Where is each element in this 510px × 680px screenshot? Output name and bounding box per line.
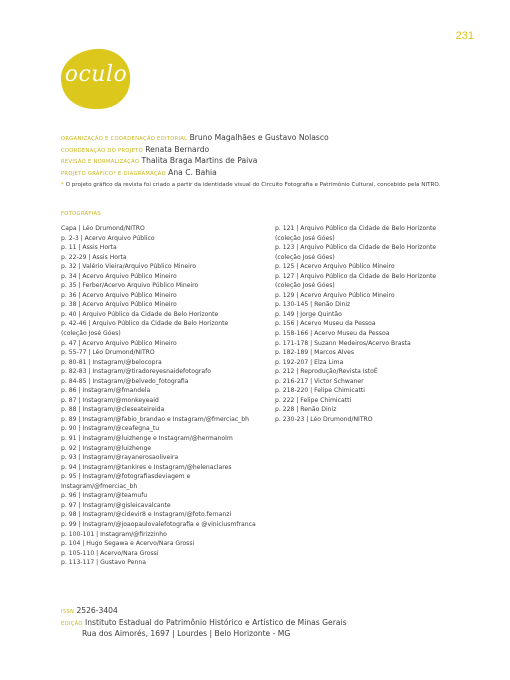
photo-credit-line: p. 11 | Assis Horta	[61, 244, 117, 252]
photo-credit-line: (coleção José Góes)	[61, 330, 121, 338]
photo-credit-line: p. 129 | Acervo Arquivo Público Mineiro	[275, 291, 395, 299]
photo-credit-line: p. 2-3 | Acervo Arquivo Público	[61, 234, 155, 242]
photo-credit-line: p. 42-46 | Arquivo Público da Cidade de Belo Horizonte	[61, 320, 229, 328]
credit-value: Bruno Magalhães e Gustavo Nolasco	[189, 133, 329, 142]
photo-credit-line: p. 171-178 | Suzann Medeiros/Acervo Brasta	[275, 339, 411, 347]
publication-footer	[61, 606, 481, 640]
photo-credit-line: p. 89 | Instagram/@fabio_brandao e Instagram/@fmerciac_bh	[61, 415, 249, 423]
photo-credit-line: p. 222 | Felipe Chimicatti	[275, 396, 352, 404]
credit-line	[61, 145, 491, 157]
photo-credit-line: p. 47 | Acervo Arquivo Público Mineiro	[61, 339, 177, 347]
photo-credit-line: (coleção José Góes)	[275, 253, 335, 261]
photo-credit-line: (coleção José Góes)	[275, 282, 335, 290]
photo-credit-line: p. 22-29 | Assis Horta	[61, 253, 127, 261]
photo-credit-line: p. 88 | Instagram/@cleseateireida	[61, 406, 165, 414]
photo-credit-line: p. 96 | Instagram/@teamufu	[61, 492, 148, 500]
photo-credit-line: p. 105-110 | Acervo/Nara Grossi	[61, 549, 159, 557]
credit-label: COORDENAÇÃO DO PROJETO	[61, 147, 144, 154]
photo-credit-line: p. 86 | Instagram/@fmandela	[61, 387, 151, 395]
photo-credit-line: p. 34 | Acervo Arquivo Público Mineiro	[61, 272, 177, 280]
credit-line	[61, 133, 491, 145]
photo-credits-right-column	[275, 224, 490, 424]
credit-label: REVISÃO E NORMALIZAÇÃO	[61, 159, 140, 166]
photo-credit-line: p. 182-189 | Marcos Alves	[275, 349, 355, 357]
issn-value: 2526-3404	[76, 606, 118, 615]
edition-value: Instituto Estadual do Patrimônio Histórico e Artístico de Minas Gerais	[85, 617, 347, 627]
photo-credit-line: p. 192-207 | Elza Lima	[275, 358, 344, 366]
photo-credit-line: p. 80-81 | Instagram/@belocopra	[61, 358, 162, 366]
photos-heading: FOTOGRAFIAS	[61, 211, 101, 217]
credit-label: PROJETO GRÁFICO* E DIAGRAMAÇÃO	[61, 170, 166, 177]
address-line	[61, 629, 481, 640]
credit-line	[61, 168, 491, 180]
photo-credit-line: p. 158-166 | Acervo Museu da Pessoa	[275, 330, 390, 338]
photo-credit-line: p. 216-217 | Victor Schwaner	[275, 377, 364, 385]
photo-credit-line: p. 35 | Ferber/Acervo Arquivo Público Mineiro	[61, 282, 199, 290]
photo-credit-line: p. 84-85 | Instagram/@belvedo_fotografia	[61, 377, 189, 385]
photo-credit-line: p. 99 | Instagram/@joaopaulovalefotografia e @viniciusmfranca	[61, 520, 256, 528]
photo-credit-line: p. 32 | Valério Vieira/Arquivo Público Mineiro	[61, 263, 196, 271]
photo-credit-line: p. 95 | Instagram/@fotografiasdeviagem e	[61, 473, 191, 481]
photo-credit-line: p. 123 | Arquivo Público da Cidade de Belo Horizonte	[275, 244, 437, 252]
photo-credit-line: Instagram/@fmerciac_bh	[61, 482, 138, 490]
photo-credit-line: p. 127 | Arquivo Público da Cidade de Belo Horizonte	[275, 272, 437, 280]
oculo-logo	[60, 47, 132, 111]
photo-credit-line: (coleção José Góes)	[275, 234, 335, 242]
photo-credit-line: p. 104 | Hugo Segawa e Acervo/Nara Grossi	[61, 540, 195, 548]
photo-credit-line: p. 156 | Acervo Museu da Pessoa	[275, 320, 376, 328]
photo-credit-line: p. 93 | Instagram/@rayanerosaoliveira	[61, 454, 179, 462]
photo-credit-line: p. 36 | Acervo Arquivo Público Mineiro	[61, 291, 177, 299]
photo-credit-line: p. 125 | Acervo Arquivo Público Mineiro	[275, 263, 395, 271]
photo-credit-line: p. 113-117 | Gustavo Penna	[61, 559, 146, 567]
page-number: 231	[455, 30, 474, 42]
photo-credits-left-column	[61, 224, 271, 568]
photo-credit-line: p. 230-23 | Léo Drumond/NITRO	[275, 415, 373, 423]
credit-line	[61, 156, 491, 168]
credit-value: Ana C. Bahia	[168, 167, 217, 177]
credit-label: ORGANIZAÇÃO E COORDENAÇÃO EDITORIAL	[61, 136, 188, 142]
edition-label: EDIÇÃO	[61, 620, 83, 627]
photo-credit-line: p. 100-101 | Instagram/@firizzinho	[61, 530, 167, 538]
photo-credit-line: p. 212 | Reprodução/Revista IstoÉ	[275, 368, 378, 376]
photo-credit-line: p. 91 | Instagram/@luizhenge e Instagram/@hermanolm	[61, 435, 233, 443]
edition-line	[61, 618, 481, 630]
note-text: O projeto gráfico da revista foi criado a partir da identidade visual do Circuito Fotografia e Patrimônio Cultural, concebido pela NITRO.	[65, 182, 441, 189]
issn-line	[61, 606, 481, 618]
photo-credit-line: p. 94 | Instagram/@tankires e Instagram/@helenaclares	[61, 463, 232, 471]
note-asterisk: *	[61, 182, 64, 189]
photo-credit-line: Capa | Léo Drumond/NITRO	[61, 225, 145, 232]
photo-credit-line: p. 38 | Acervo Arquivo Público Mineiro	[61, 301, 177, 309]
photo-credit-line: p. 40 | Arquivo Público da Cidade de Belo Horizonte	[61, 310, 219, 318]
photo-credit-line: p. 97 | Instagram/@gisleicavalcante	[61, 501, 171, 509]
issn-label: ISSN	[61, 609, 75, 615]
photo-credit-line: p. 121 | Arquivo Público da Cidade de Belo Horizonte	[275, 225, 437, 232]
photo-credit-line: p. 130-145 | Renão Diniz	[275, 301, 351, 309]
design-note	[61, 180, 491, 191]
credit-value: Renata Bernardo	[145, 144, 210, 154]
photo-credit-line: p. 218-220 | Felipe Chimicatti	[275, 387, 365, 395]
photo-credit-line: p. 90 | Instagram/@ceafegna_tu	[61, 425, 160, 433]
address: Rua dos Aimorés, 1697 | Lourdes | Belo Horizonte - MG	[82, 629, 291, 639]
photo-credit-line: p. 149 | Jorge Quintão	[275, 310, 342, 318]
photo-credit-line: p. 98 | Instagram/@cidevir8 e Instagram/@foto.fernanzi	[61, 511, 232, 519]
photo-credit-line: p. 228 | Renão Diniz	[275, 406, 337, 414]
photo-credit-line: p. 92 | Instagram/@luizhenge	[61, 444, 152, 452]
logo-text: oculo	[64, 62, 128, 87]
credits-block	[61, 133, 491, 191]
photo-credit-line: p. 87 | Instagram/@monkeyeaid	[61, 396, 159, 404]
photo-credit-line: p. 82-83 | Instagram/@tiradoreyesnaidefotografo	[61, 368, 211, 376]
photo-credit-line: p. 55-77 | Léo Drumond/NITRO	[61, 349, 155, 357]
credit-value: Thalita Braga Martins de Paiva	[141, 156, 258, 166]
